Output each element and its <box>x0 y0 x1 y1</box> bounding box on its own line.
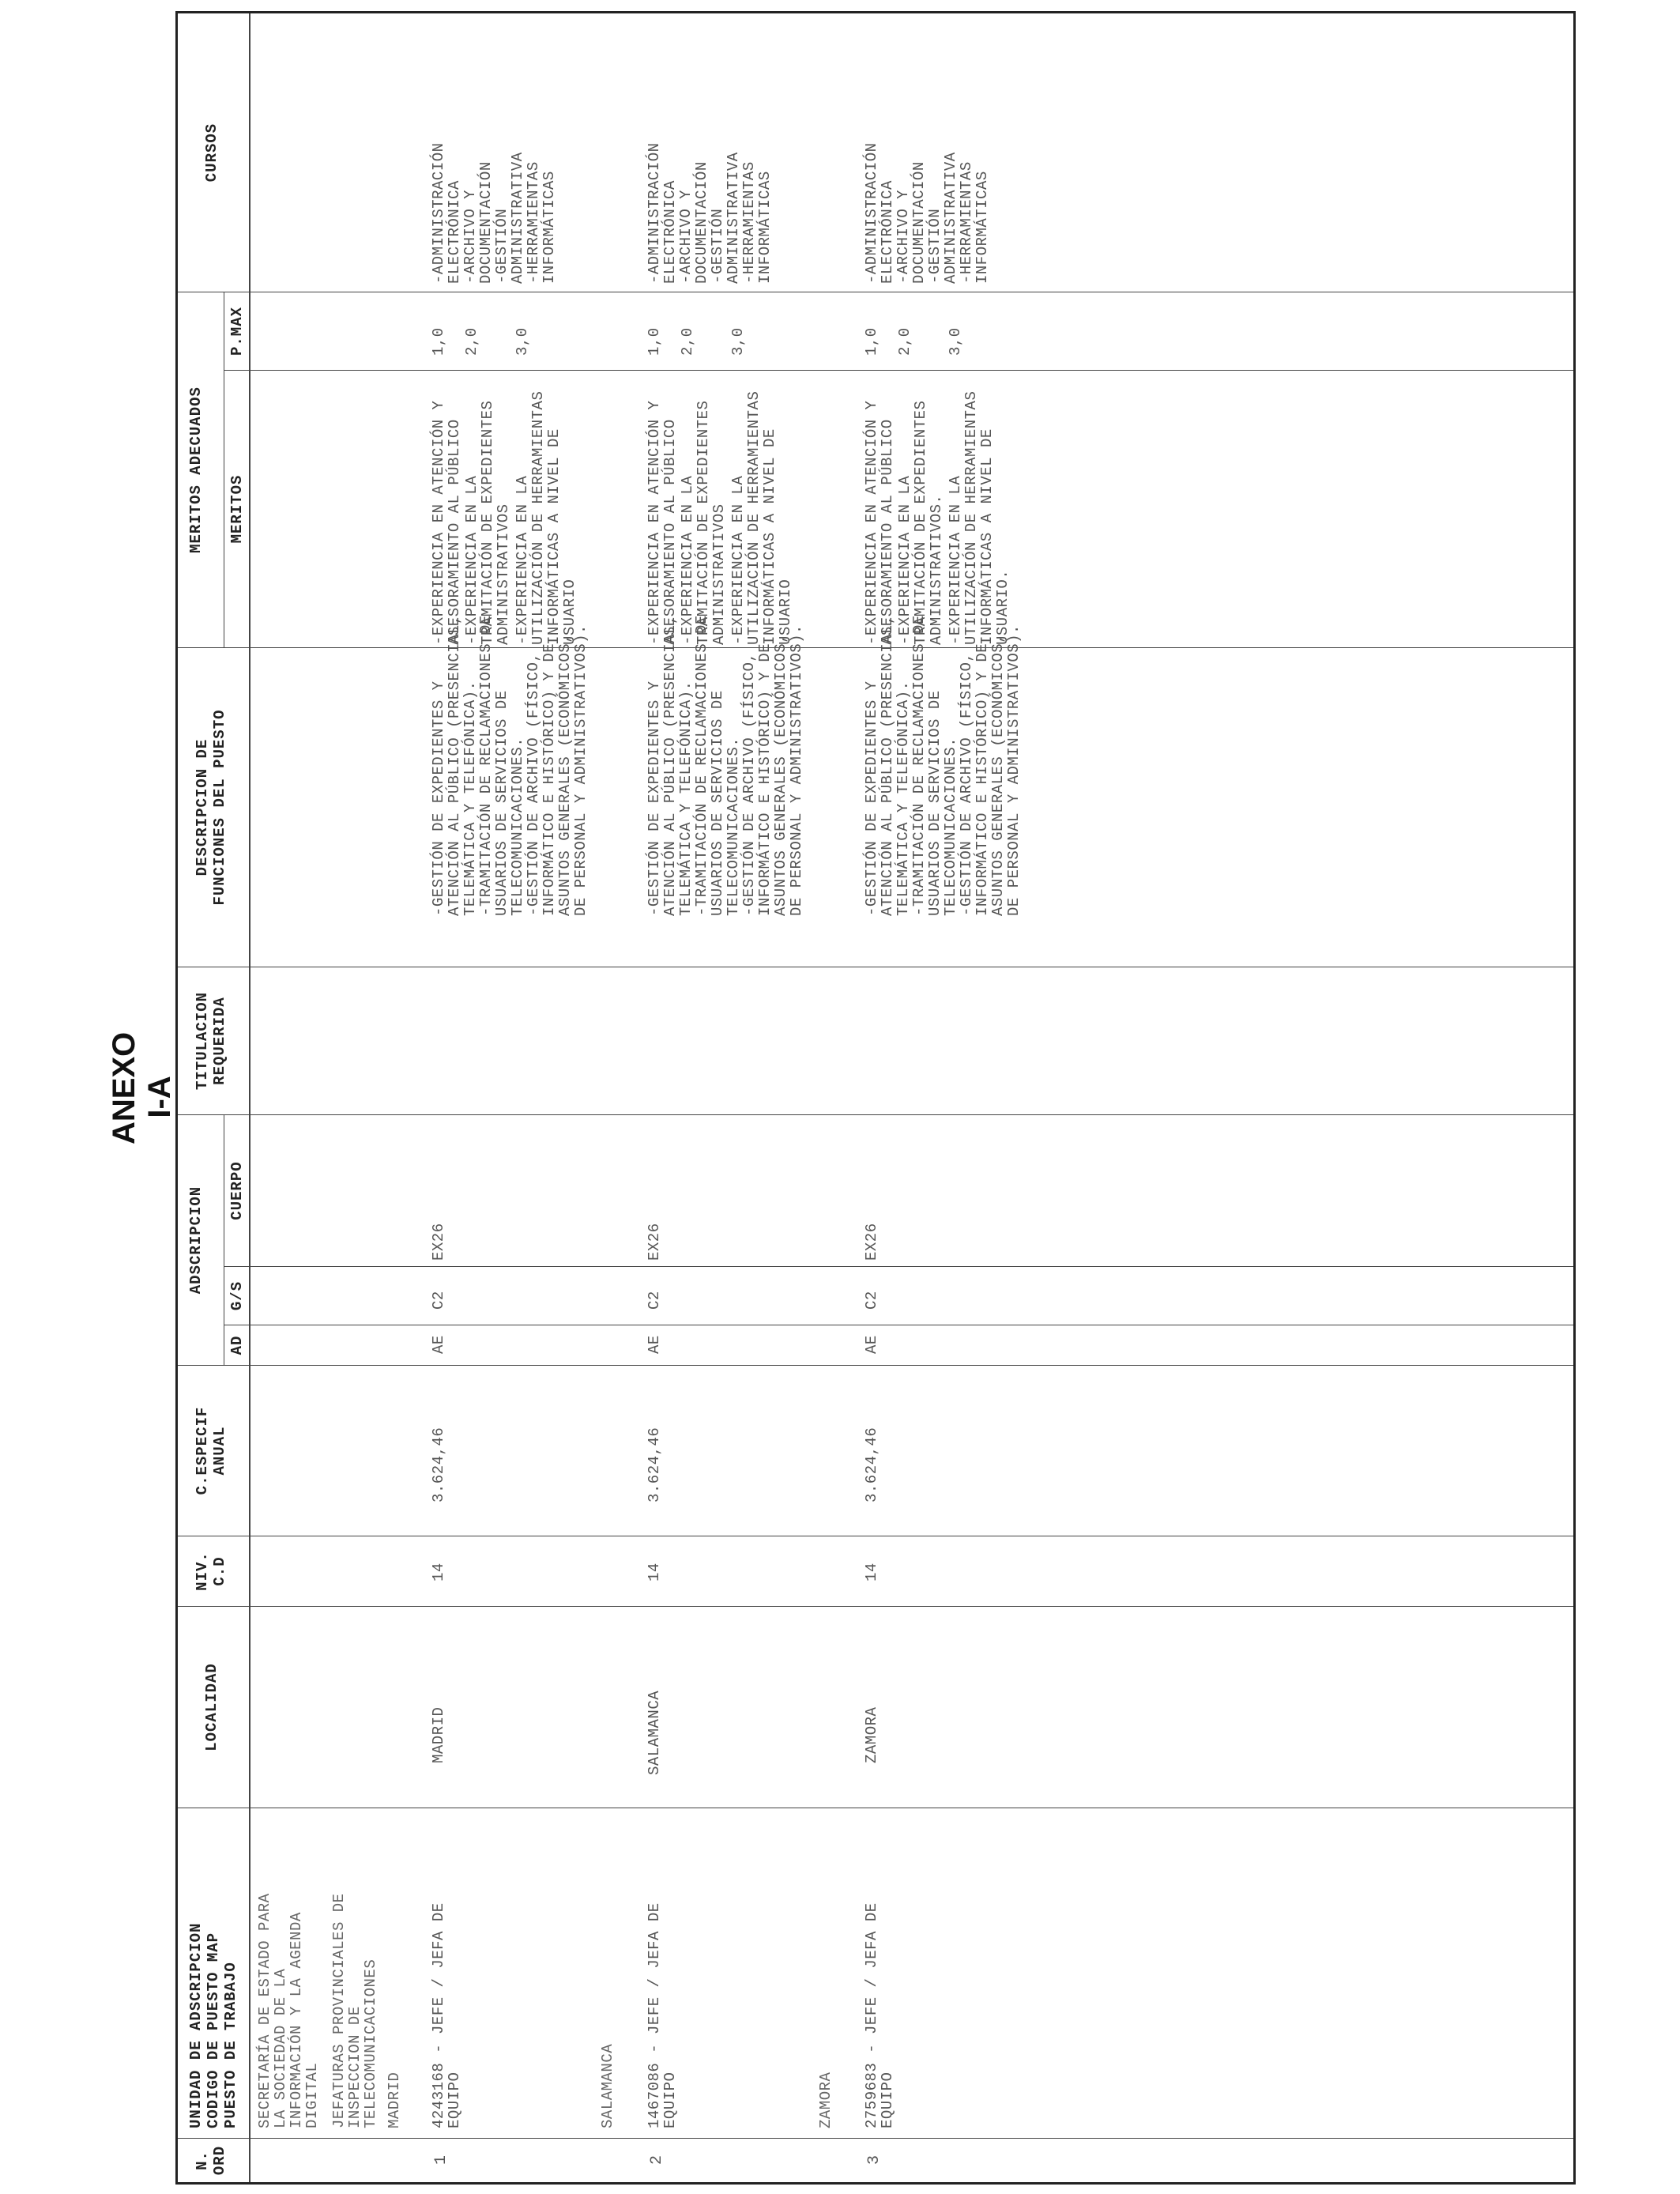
row-number: 1 <box>432 2154 450 2165</box>
row-descripcion: -GESTIÓN DE EXPEDIENTES Y ATENCIÓN AL PÚBLICO (PRESENCIAL, TELEMÁTICA Y TELEFÓNICA). -TRAMITACIÓN DE RECLAMACIONES DE USUARIOS DE SERVICIOS DE TELECOMUNICACIONES. -GESTIÓN DE ARCHIVO (FÍSICO, INFORMÁTICO E HISTÓRICO) Y DE ASUNTOS GENERALES (ECONÓMICOS, DE PERSONAL Y ADMINISTRATIVOS). <box>430 615 590 916</box>
page-title: ANEXO I-A <box>107 1031 177 1144</box>
header-gs: G/S <box>228 1280 246 1311</box>
row-cespecif: 3.624,46 <box>430 1427 447 1502</box>
header-meritos-adecuados: MERITOS ADECUADOS <box>187 386 205 553</box>
row-merito-1: -EXPERIENCIA EN ATENCIÓN Y ASESORAMIENTO AL PÚBLICO <box>863 400 896 645</box>
header-cespecif: C.ESPECIF ANUAL <box>194 1406 228 1495</box>
row-merito-2: -EXPERIENCIA EN LA TRAMITACIÓN DE EXPEDIENTES ADMINISTRATIVOS <box>679 400 728 645</box>
header-divider <box>249 13 250 2182</box>
row-puesto: 4243168 - JEFE / JEFA DE EQUIPO <box>430 1902 463 2128</box>
row-ad: AE <box>646 1335 663 1354</box>
row-cursos: -ADMINISTRACIÓN ELECTRÓNICA -ARCHIVO Y DOCUMENTACIÓN -GESTIÓN ADMINISTRATIVA -HERRAMIENTAS INFORMÁTICAS <box>430 142 558 284</box>
row-descripcion: -GESTIÓN DE EXPEDIENTES Y ATENCIÓN AL PÚBLICO (PRESENCIAL, TELEMÁTICA Y TELEFÓNICA). -TRAMITACIÓN DE RECLAMACIONES DE USUARIOS DE SERVICIOS DE TELECOMUNICACIONES. -GESTIÓN DE ARCHIVO (FÍSICO, INFORMÁTICO E HISTÓRICO) Y DE ASUNTOS GENERALES (ECONÓMICOS, DE PERSONAL Y ADMINISTRATIVOS). <box>646 615 805 916</box>
row-pmax-3: 3,0 <box>514 327 531 356</box>
row-merito-3: -EXPERIENCIA EN LA UTILIZACIÓN DE HERRAMIENTAS INFORMÁTICAS A NIVEL DE USUARIO <box>514 390 578 645</box>
header-adscripcion: ADSCRIPCION <box>187 1186 205 1295</box>
row-descripcion: -GESTIÓN DE EXPEDIENTES Y ATENCIÓN AL PÚBLICO (PRESENCIAL, TELEMÁTICA Y TELEFÓNICA). -TRAMITACIÓN DE RECLAMACIONES DE USUARIOS DE SERVICIOS DE TELECOMUNICACIONES. -GESTIÓN DE ARCHIVO (FÍSICO, INFORMÁTICO E HISTÓRICO) Y DE ASUNTOS GENERALES (ECONÓMICOS, DE PERSONAL Y ADMINISTRATIVOS). <box>863 615 1023 916</box>
row-pmax-3: 3,0 <box>947 327 964 356</box>
col-sep <box>178 1365 1573 1366</box>
header-unidad: UNIDAD DE ADSCRIPCION CODIGO DE PUESTO MAP PUESTO DE TRABAJO <box>187 1922 239 2128</box>
header-n-ord: N. ORD <box>194 2145 228 2176</box>
group-zamora: ZAMORA <box>817 2071 834 2128</box>
row-pmax-1: 1,0 <box>646 327 663 356</box>
header-titulacion: TITULACION REQUERIDA <box>194 991 228 1091</box>
header-niv: NIV. C.D <box>194 1551 228 1591</box>
col-sep <box>224 1266 1573 1267</box>
unit-jefaturas: JEFATURAS PROVINCIALES DE INSPECCION DE TELECOMUNICACIONES <box>330 1893 379 2128</box>
row-localidad: MADRID <box>430 1706 447 1763</box>
col-sep <box>224 370 1573 371</box>
unit-secretaria: SECRETARÍA DE ESTADO PARA LA SOCIEDAD DE LA INFORMACIÓN Y LA AGENDA DIGITAL <box>256 1893 321 2128</box>
row-cespecif: 3.624,46 <box>646 1427 663 1502</box>
header-pmax: P.MAX <box>228 307 246 356</box>
row-pmax-3: 3,0 <box>729 327 747 356</box>
row-number: 2 <box>648 2154 666 2165</box>
header-localidad: LOCALIDAD <box>203 1663 220 1751</box>
header-descripcion: DESCRIPCION DE FUNCIONES DEL PUESTO <box>194 709 228 906</box>
row-cursos: -ADMINISTRACIÓN ELECTRÓNICA -ARCHIVO Y DOCUMENTACIÓN -GESTIÓN ADMINISTRATIVA -HERRAMIENTAS INFORMÁTICAS <box>863 142 991 284</box>
row-cursos: -ADMINISTRACIÓN ELECTRÓNICA -ARCHIVO Y DOCUMENTACIÓN -GESTIÓN ADMINISTRATIVA -HERRAMIENTAS INFORMÁTICAS <box>646 142 774 284</box>
row-merito-2: -EXPERIENCIA EN LA TRAMITACIÓN DE EXPEDIENTES ADMINISTRATIVOS <box>463 400 512 645</box>
table-frame <box>175 11 1576 2185</box>
header-meritos: MERITOS <box>228 474 246 544</box>
row-gs: C2 <box>863 1291 880 1310</box>
group-salamanca: SALAMANCA <box>599 2043 616 2128</box>
row-puesto: 1467086 - JEFE / JEFA DE EQUIPO <box>646 1902 679 2128</box>
row-pmax-1: 1,0 <box>863 327 880 356</box>
row-gs: C2 <box>646 1291 663 1310</box>
row-localidad: SALAMANCA <box>646 1690 663 1775</box>
row-gs: C2 <box>430 1291 447 1310</box>
row-cespecif: 3.624,46 <box>863 1427 880 1502</box>
row-pmax-1: 1,0 <box>430 327 447 356</box>
row-merito-1: -EXPERIENCIA EN ATENCIÓN Y ASESORAMIENTO AL PÚBLICO <box>646 400 679 645</box>
row-ad: AE <box>863 1335 880 1354</box>
header-cursos: CURSOS <box>203 123 220 183</box>
col-sep <box>178 1114 1573 1115</box>
row-nivel: 14 <box>430 1563 447 1581</box>
col-sep <box>178 2138 1573 2139</box>
col-sep <box>178 1606 1573 1607</box>
row-cuerpo: EX26 <box>863 1223 880 1261</box>
row-ad: AE <box>430 1335 447 1354</box>
row-localidad: ZAMORA <box>863 1706 880 1763</box>
row-pmax-2: 2,0 <box>463 327 480 356</box>
row-nivel: 14 <box>646 1563 663 1581</box>
group-madrid: MADRID <box>386 2071 403 2128</box>
row-cuerpo: EX26 <box>646 1223 663 1261</box>
row-merito-3: -EXPERIENCIA EN LA UTILIZACIÓN DE HERRAMIENTAS INFORMÁTICAS A NIVEL DE USUARIO. <box>947 390 1011 645</box>
header-cuerpo: CUERPO <box>228 1161 246 1220</box>
row-number: 3 <box>865 2154 883 2165</box>
row-merito-2: -EXPERIENCIA EN LA TRAMITACIÓN DE EXPEDIENTES ADMINISTRATIVOS. <box>896 400 945 645</box>
header-ad: AD <box>228 1335 246 1355</box>
row-pmax-2: 2,0 <box>679 327 696 356</box>
row-cuerpo: EX26 <box>430 1223 447 1261</box>
row-pmax-2: 2,0 <box>896 327 913 356</box>
row-puesto: 2759683 - JEFE / JEFA DE EQUIPO <box>863 1902 896 2128</box>
row-merito-1: -EXPERIENCIA EN ATENCIÓN Y ASESORAMIENTO AL PÚBLICO <box>430 400 463 645</box>
row-nivel: 14 <box>863 1563 880 1581</box>
row-merito-3: -EXPERIENCIA EN LA UTILIZACIÓN DE HERRAMIENTAS INFORMÁTICAS A NIVEL DE USUARIO <box>729 390 794 645</box>
